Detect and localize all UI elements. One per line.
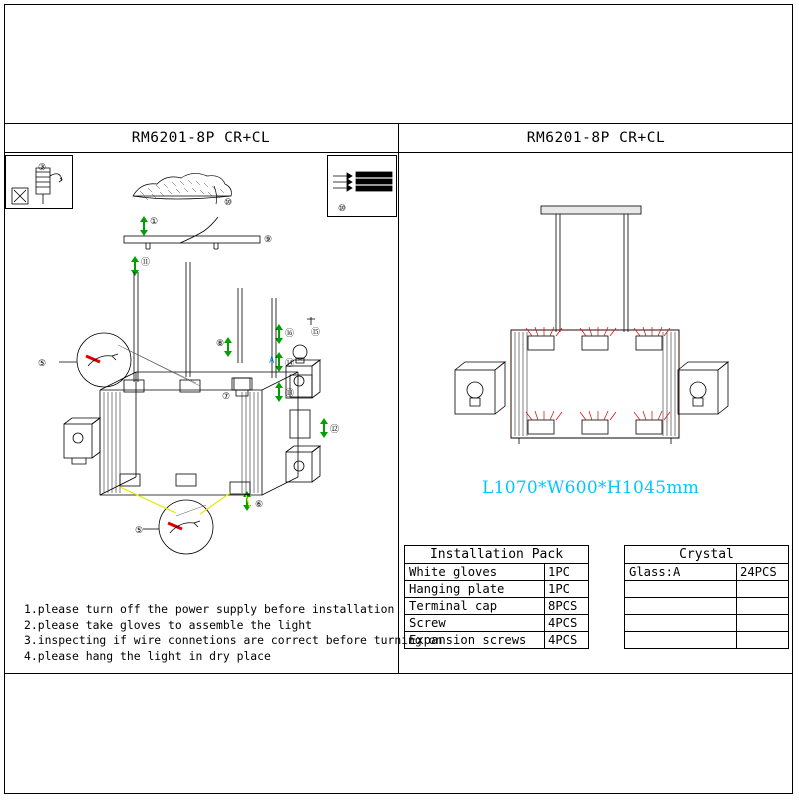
callout-1: ① (150, 217, 159, 227)
crystal-item (625, 615, 737, 632)
pack-qty: 4PCS (545, 615, 589, 632)
table-row (405, 598, 589, 615)
table-row (405, 581, 589, 598)
callout-10-wiring: ⑩ (338, 204, 347, 214)
crystal-table (624, 545, 789, 649)
callout-A: A (269, 356, 275, 366)
pack-item: Expansion screws (405, 632, 545, 649)
crystal-item (625, 581, 737, 598)
table-row (405, 632, 589, 649)
note-line-4: 4.please hang the light in dry place (24, 648, 271, 663)
safety-icon-box (5, 155, 73, 209)
callout-13: ⑬ (285, 389, 295, 399)
note-line-1: 1.please turn off the power supply before installation (24, 602, 395, 616)
model-title-left: RM6201-8P CR+CL (131, 130, 271, 146)
crystal-qty (737, 632, 789, 649)
table-row (405, 564, 589, 581)
pack-item: Screw (405, 615, 545, 632)
crystal-item (625, 632, 737, 649)
installation-notes (24, 602, 442, 664)
callout-9: ⑨ (264, 235, 273, 245)
model-title-right: RM6201-8P CR+CL (526, 130, 666, 146)
table-row (625, 615, 789, 632)
crystal-qty: 24PCS (737, 564, 789, 581)
crystal-qty (737, 615, 789, 632)
table-row (625, 581, 789, 598)
pack-qty: 4PCS (545, 632, 589, 649)
callout-12: ⑫ (330, 425, 340, 435)
title-rule-left (4, 152, 398, 153)
table-row (405, 546, 589, 564)
pack-item: White gloves (405, 564, 545, 581)
callout-14: ⑭ (285, 359, 295, 369)
callout-16: ⑯ (285, 329, 295, 339)
table-row (625, 546, 789, 564)
table-row (625, 632, 789, 649)
callout-10-gloves: ⑩ (224, 198, 233, 208)
pack-qty: 1PC (545, 564, 589, 581)
table-row (625, 564, 789, 581)
installation-pack-header: Installation Pack (405, 546, 589, 564)
callout-5-bottom: ⑤ (135, 526, 144, 536)
callout-3: ③ (38, 163, 47, 173)
pack-qty: 8PCS (545, 598, 589, 615)
pack-item: Hanging plate (405, 581, 545, 598)
crystal-item: Glass:A (625, 564, 737, 581)
callout-11: ⑪ (141, 258, 151, 268)
title-rule-right (399, 152, 793, 153)
callout-5-top: ⑤ (38, 359, 47, 369)
table-row (405, 615, 589, 632)
pack-qty: 1PC (545, 581, 589, 598)
table-row (625, 598, 789, 615)
callout-6: ⑥ (255, 500, 264, 510)
note-line-3: 3.inspecting if wire connetions are correct before turning on (24, 633, 443, 647)
note-line-2: 2.please take gloves to assemble the light (24, 617, 313, 632)
callout-8: ⑧ (216, 339, 225, 349)
crystal-item (625, 598, 737, 615)
wiring-detail-box (327, 155, 397, 217)
dimension-label: L1070*W600*H1045mm (482, 478, 700, 498)
crystal-qty (737, 598, 789, 615)
pack-item: Terminal cap (405, 598, 545, 615)
crystal-qty (737, 581, 789, 598)
callout-15: ⑮ (311, 328, 321, 338)
crystal-header: Crystal (625, 546, 789, 564)
installation-pack-table (404, 545, 589, 649)
vertical-divider (398, 123, 399, 674)
callout-7: ⑦ (222, 392, 231, 402)
